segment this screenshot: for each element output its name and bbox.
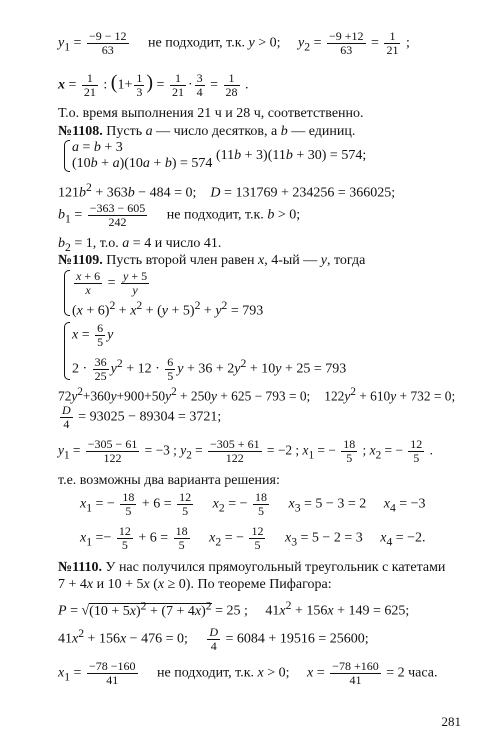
math-line-b1: $b_1$ = $\frac{-363 - 605}{242}$ не подходит, т.к. b > 0;	[58, 201, 301, 229]
system-1108-eq1: a = b + 3	[72, 140, 123, 155]
system-1109b-eq1: x = $\frac{6}{5}$ y	[72, 321, 114, 349]
math-line: $72y^2+360y+900+50y^2 + 250y + 625 - 793 = 0$; $122y^2 + 610y + 732 = 0$;	[58, 386, 456, 404]
system-1109-eq2: $(x + 6)^2 + x^2 + (y + 5)^2 + y^2 = 793$	[72, 299, 264, 319]
math-line-variant2: $x_1$ =− $\frac{12}{5}$ + 6 = $\frac{18}{5}$ $x_2$ = − $\frac{12}{5}$ $x_3 = 5 - 2 = 3$ $x_4 = -2$.	[80, 524, 426, 552]
system-1108-eq2: (10b + a)(10a + b) = 574	[72, 156, 213, 171]
problem-1109-header: №1109. Пусть второй член равен x, 4-ый — y, тогда	[58, 253, 366, 268]
math-line-y1-y2: $y_1$ = $\frac{-9 - 12}{63}$ не подходит, т.к. y > 0; $y_2$ = $\frac{-9 +12}{63}$ = $\frac{1}{21}$ ;	[58, 29, 410, 57]
page-number: 281	[441, 714, 461, 729]
problem-1110-header: №1110. У нас получился прямоугольный треугольник с катетами	[58, 560, 446, 575]
text-line: 7 + 4x и 10 + 5x (x ≥ 0). По теореме Пифагора:	[58, 577, 332, 592]
math-line-pythagoras: $P = √(10 + 5x)^2 + (7 + 4x)^2 = 25$ ; $41x^2 + 156x + 149 = 625$;	[58, 599, 410, 619]
math-line: $b_2 = 1$, т.о. a = 4 и число 41.	[58, 236, 222, 254]
math-line: (11b + 3)(11b + 30) = 574;	[216, 148, 367, 163]
math-line: $41x^2 + 156x - 476 = 0$; $\frac{D}{4}$ = 6084 + 19516 = 25600;	[58, 625, 369, 653]
math-line: $121b^2 + 363b - 484 = 0$; D = 131769 + 234256 = 366025;	[58, 181, 396, 201]
math-line-roots: $y_1$ = $\frac{-305 - 61}{122}$ = −3 ; $y_2$ = $\frac{-305 + 61}{122}$ = −2 ; $x_1$ = − $\frac{18}{5}$ ; $x_2$ = − $\frac{12}{5}$ .	[58, 437, 433, 465]
math-line-x: x = $\frac{1}{21}$ : (1+ $\frac{1}{3}$ ) = $\frac{1}{21}$ · $\frac{3}{4}$ = $\frac{1}{28}$ .	[58, 71, 249, 99]
text-line: т.е. возможны два варианта решения:	[58, 473, 280, 488]
problem-1108-header: №1108. Пусть a — число десятков, а b — единиц.	[58, 124, 356, 139]
system-1109b-eq2: 2 · $\frac{36}{25}$ $y^2 + 12$ · $\frac{6}{5}$ $y + 36 + 2y^2 + 10y + 25 = 793$	[72, 355, 347, 383]
math-line-final: $x_1$ = $\frac{-78 -160}{41}$ не подходит, т.к. x > 0; x = $\frac{-78 +160}{41}$ = 2 часа.	[58, 659, 438, 687]
system-1109-eq1: $\frac{x + 6}{x}$ = $\frac{y + 5}{y}$	[76, 269, 148, 297]
text-line: Т.о. время выполнения 21 ч и 28 ч, соответственно.	[58, 106, 364, 121]
math-line-d4: $\frac{D}{4}$ = 93025 − 89304 = 3721;	[62, 403, 222, 431]
math-line-variant1: $x_1$ = − $\frac{18}{5}$ + 6 = $\frac{12}{5}$ $x_2$ = − $\frac{18}{5}$ $x_3 = 5 - 3 = 2$ $x_4 = -3$	[80, 490, 426, 518]
